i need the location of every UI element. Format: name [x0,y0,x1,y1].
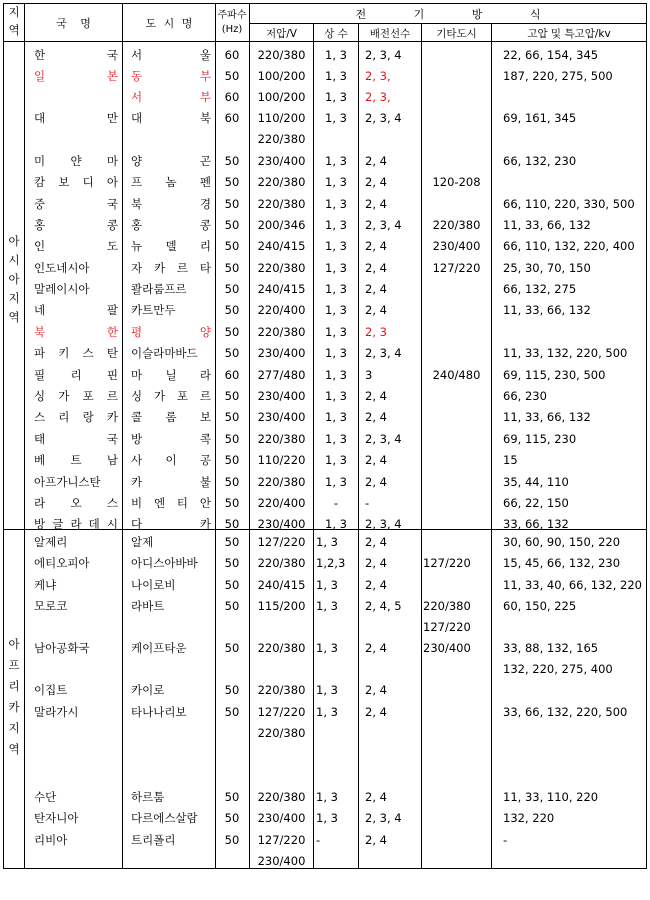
phase-value: 1, 3 [325,453,347,467]
country-name: 한 국 [34,48,118,62]
frequency-value: 50 [224,811,240,825]
low-voltage-value: 220/400 [257,303,306,317]
wires-value: 2, 3, 4 [365,346,402,360]
header-frequency-unit: (Hz) [221,24,243,35]
low-voltage-value: 220/380 [257,641,306,655]
wires-value: 2, 4 [365,578,387,592]
wires-value: 2, 4 [365,683,387,697]
country-name: 싱 가 포 르 [34,389,118,403]
other-cities-value: 220/380 [432,218,481,232]
phase-value: 1, 3 [325,48,347,62]
country-name: 남아공화국 [34,641,90,655]
wires-value: 2, 4 [365,556,387,570]
city-name: 트리폴리 [131,833,176,847]
header-city: 도 시 명 [145,17,193,30]
wires-value: 2, 3, 4 [365,111,402,125]
country-name: 방 글 라 데 시 [34,517,118,531]
wires-value: 2, 3, [365,69,391,83]
country-name: 아프가니스탄 [34,475,101,489]
frequency-value: 50 [224,641,240,655]
high-voltage-value: - [503,833,508,847]
frequency-value: 50 [224,175,240,189]
city-name: 싱 가 포 르 [131,389,211,403]
wires-value: 3 [365,368,373,382]
low-voltage-value: 127/220 [257,833,306,847]
high-voltage-value: 11, 33, 40, 66, 132, 220 [503,578,642,592]
country-name: 알제리 [34,535,68,549]
high-voltage-value: 66, 132, 230 [503,154,577,168]
wires-value: 2, 4 [365,833,387,847]
city-name: 하르툼 [131,790,165,804]
low-voltage-value: 220/380 [257,197,306,211]
phase-value: 1, 3 [316,641,338,655]
country-name: 리비아 [34,833,68,847]
city-name: 카 불 [131,475,211,489]
country-name: 탄자니아 [34,811,79,825]
high-voltage-value: 69, 115, 230, 500 [503,368,606,382]
other-cities-value: 230/400 [432,239,481,253]
phase-value: 1, 3 [325,368,347,382]
country-name: 홍 콩 [34,218,118,232]
phase-value: 1, 3 [316,599,338,613]
high-voltage-value: 187, 220, 275, 500 [503,69,613,83]
low-voltage-value: 220/400 [257,496,306,510]
country-name: 중 국 [34,197,118,211]
phase-value: 1, 3 [325,475,347,489]
header-region: 지역 [8,5,20,37]
frequency-value: 50 [224,475,240,489]
phase-value: 1, 3 [325,261,347,275]
low-voltage-value: 220/380 [257,556,306,570]
frequency-value: 50 [224,154,240,168]
wires-value: 2, 3, 4 [365,218,402,232]
low-voltage-value: 220/380 [257,726,306,740]
grid-line [421,23,422,869]
frequency-value: 50 [224,683,240,697]
grid-line [3,868,647,869]
low-voltage-value: 220/380 [257,325,306,339]
wires-value: 2, 4 [365,790,387,804]
frequency-value: 50 [224,69,240,83]
other-cities-value: 230/400 [423,641,471,655]
city-name: 카이로 [131,683,165,697]
high-voltage-value: 66, 110, 220, 330, 500 [503,197,635,211]
high-voltage-value: 35, 44, 110 [503,475,569,489]
header-frequency: 주파수 [217,10,247,21]
phase-value: 1, 3 [316,790,338,804]
frequency-value: 50 [224,599,240,613]
wires-value: 2, 4 [365,175,387,189]
grid-line [313,23,314,869]
frequency-value: 60 [224,48,240,62]
other-cities-value: 127/220 [432,261,481,275]
wires-value: 2, 4 [365,303,387,317]
frequency-value: 50 [224,556,240,570]
grid-line [491,23,492,869]
high-voltage-value: 30, 60, 90, 150, 220 [503,535,621,549]
other-cities-value: 220/380 [423,599,471,613]
wires-value: 2, 4 [365,475,387,489]
phase-value: 1, 3 [325,111,347,125]
low-voltage-value: 220/380 [257,132,306,146]
country-name: 말레이시아 [34,282,90,296]
frequency-value: 50 [224,325,240,339]
wires-value: 2, 3, 4 [365,432,402,446]
phase-value: 1, 3 [325,517,347,531]
high-voltage-value: 132, 220, 275, 400 [503,662,613,676]
other-cities-value: 240/480 [432,368,481,382]
frequency-value: 50 [224,517,240,531]
high-voltage-value: 69, 115, 230 [503,432,577,446]
frequency-value: 50 [224,239,240,253]
grid-line [122,3,123,869]
country-name: 대 만 [34,111,118,125]
city-name: 나이로비 [131,578,176,592]
frequency-value: 50 [224,453,240,467]
phase-value: 1, 3 [316,535,338,549]
country-name: 말라가시 [34,705,79,719]
frequency-value: 50 [224,705,240,719]
phase-value: 1, 3 [325,325,347,339]
wires-value: 2, 4, 5 [365,599,402,613]
grid-line [358,23,359,869]
wires-value: 2, 3, 4 [365,811,402,825]
grid-line [646,3,647,869]
low-voltage-value: 230/400 [257,346,306,360]
wires-value: 2, 3, 4 [365,517,402,531]
wires-value: 2, 4 [365,641,387,655]
grid-line [3,41,647,42]
other-cities-value: 127/220 [423,620,471,634]
frequency-value: 50 [224,261,240,275]
frequency-value: 50 [224,578,240,592]
high-voltage-value: 33, 88, 132, 165 [503,641,599,655]
frequency-value: 50 [224,496,240,510]
low-voltage-value: 240/415 [257,239,306,253]
city-name: 대 북 [131,111,211,125]
country-name: 캄 보 디 아 [34,175,118,189]
high-voltage-value: 66, 22, 150 [503,496,569,510]
phase-value: 1, 3 [325,175,347,189]
phase-value: 1, 3 [325,197,347,211]
phase-value: 1, 3 [325,389,347,403]
low-voltage-value: 220/380 [257,48,306,62]
phase-value: 1, 3 [325,154,347,168]
low-voltage-value: 220/380 [257,432,306,446]
phase-value: 1, 3 [325,69,347,83]
phase-value: - [333,496,339,510]
low-voltage-value: 240/415 [257,282,306,296]
low-voltage-value: 115/200 [257,599,306,613]
country-name: 에티오피아 [34,556,90,570]
low-voltage-value: 220/380 [257,683,306,697]
high-voltage-value: 22, 66, 154, 345 [503,48,599,62]
low-voltage-value: 230/400 [257,811,306,825]
country-name: 수단 [34,790,57,804]
frequency-value: 50 [224,833,240,847]
phase-value: 1, 3 [316,811,338,825]
other-cities-value: 127/220 [423,556,471,570]
high-voltage-value: 25, 30, 70, 150 [503,261,591,275]
low-voltage-value: 230/400 [257,410,306,424]
high-voltage-value: 11, 33, 66, 132 [503,218,591,232]
phase-value: 1, 3 [325,239,347,253]
low-voltage-value: 200/346 [257,218,306,232]
low-voltage-value: 127/220 [257,705,306,719]
city-name: 다르에스살람 [131,811,198,825]
phase-value: 1, 3 [325,282,347,296]
city-name: 콜 롬 보 [131,410,211,424]
city-name: 평 양 [131,325,211,339]
city-name: 케이프타운 [131,641,187,655]
country-name: 이집트 [34,683,68,697]
wires-value: 2, 4 [365,154,387,168]
city-name: 프 놈 펜 [131,175,211,189]
high-voltage-value: 11, 33, 132, 220, 500 [503,346,628,360]
phase-value: 1, 3 [316,578,338,592]
country-name: 인도네시아 [34,261,90,275]
country-name: 인 도 [34,239,118,253]
region-label-africa: 아 프 리 카 지 역 [8,637,20,756]
city-name: 사 이 공 [131,453,211,467]
high-voltage-value: 11, 33, 110, 220 [503,790,599,804]
frequency-value: 50 [224,303,240,317]
low-voltage-value: 100/200 [257,90,306,104]
phase-value: 1, 3 [325,410,347,424]
phase-value: 1, 3 [325,90,347,104]
low-voltage-value: 110/220 [257,453,306,467]
high-voltage-value: 60, 150, 225 [503,599,577,613]
country-name: 일 본 [34,69,118,83]
low-voltage-value: 220/380 [257,475,306,489]
city-name: 비 엔 티 안 [131,496,211,510]
low-voltage-value: 230/400 [257,154,306,168]
country-name: 태 국 [34,432,118,446]
phase-value: 1, 3 [325,346,347,360]
wires-value: 2, 4 [365,261,387,275]
wires-value: 2, 3, [365,90,391,104]
city-name: 아디스아바바 [131,556,198,570]
wires-value: 2, 4 [365,282,387,296]
city-name: 이슬라마바드 [131,346,198,360]
frequency-value: 50 [224,535,240,549]
city-name: 동 부 [131,69,211,83]
region-label-asia: 아 시 아 지 역 [8,234,20,324]
low-voltage-value: 230/400 [257,854,306,868]
high-voltage-value: 66, 110, 132, 220, 400 [503,239,635,253]
grid-line [3,3,647,4]
city-name: 콸라룸프르 [131,282,187,296]
city-name: 다 카 [131,517,211,531]
city-name: 뉴 델 리 [131,239,211,253]
high-voltage-value: 11, 33, 66, 132 [503,303,591,317]
frequency-value: 50 [224,389,240,403]
phase-value: - [316,833,321,847]
wires-value: 2, 4 [365,453,387,467]
high-voltage-value: 33, 66, 132 [503,517,569,531]
wires-value: 2, 4 [365,239,387,253]
high-voltage-value: 15 [503,453,518,467]
wires-value: 2, 4 [365,410,387,424]
header-wires: 배전선수 [369,28,411,40]
low-voltage-value: 110/200 [257,111,306,125]
low-voltage-value: 240/415 [257,578,306,592]
low-voltage-value: 220/380 [257,175,306,189]
low-voltage-value: 220/380 [257,261,306,275]
header-phase: 상 수 [324,28,348,40]
phase-value: 1, 3 [316,683,338,697]
country-name: 필 리 핀 [34,368,118,382]
phase-value: 1, 3 [325,432,347,446]
header-other-cities: 기타도시 [436,28,477,40]
phase-value: 1,2,3 [316,556,346,570]
low-voltage-value: 220/380 [257,790,306,804]
frequency-value: 50 [224,790,240,804]
city-name: 북 경 [131,197,211,211]
high-voltage-value: 69, 161, 345 [503,111,577,125]
frequency-value: 50 [224,432,240,446]
city-name: 마 닐 라 [131,368,211,382]
wires-value: 2, 4 [365,705,387,719]
high-voltage-value: 11, 33, 66, 132 [503,410,591,424]
header-electric-system: 전 기 방 식 [355,8,541,21]
city-name: 홍 콩 [131,218,211,232]
frequency-value: 50 [224,282,240,296]
frequency-value: 60 [224,111,240,125]
country-name: 모로코 [34,599,68,613]
country-name: 라 오 스 [34,496,118,510]
city-name: 라바트 [131,599,165,613]
country-name: 베 트 남 [34,453,118,467]
country-name: 북 한 [34,325,118,339]
frequency-value: 50 [224,346,240,360]
phase-value: 1, 3 [316,705,338,719]
wires-value: 2, 4 [365,535,387,549]
city-name: 자 카 르 타 [131,261,211,275]
high-voltage-value: 132, 220 [503,811,555,825]
low-voltage-value: 230/400 [257,517,306,531]
city-name: 서 울 [131,48,211,62]
wires-value: 2, 3 [365,325,387,339]
header-high-voltage: 고압 및 특고압/kv [527,28,611,40]
high-voltage-value: 66, 230 [503,389,547,403]
city-name: 알제 [131,535,154,549]
electric-system-table [3,3,647,869]
wires-value: 2, 4 [365,197,387,211]
country-name: 스 리 랑 카 [34,410,118,424]
grid-line [3,3,4,869]
low-voltage-value: 100/200 [257,69,306,83]
wires-value: - [365,496,370,510]
low-voltage-value: 277/480 [257,368,306,382]
city-name: 타나나리보 [131,705,187,719]
country-name: 미 얀 마 [34,154,118,168]
high-voltage-value: 33, 66, 132, 220, 500 [503,705,628,719]
high-voltage-value: 15, 45, 66, 132, 230 [503,556,621,570]
city-name: 양 곤 [131,154,211,168]
wires-value: 2, 3, 4 [365,48,402,62]
phase-value: 1, 3 [325,303,347,317]
other-cities-value: 120-208 [432,175,481,189]
grid-line [249,23,647,24]
city-name: 카트만두 [131,303,176,317]
phase-value: 1, 3 [325,218,347,232]
country-name: 케냐 [34,578,57,592]
header-low-voltage: 저압/V [265,28,297,40]
wires-value: 2, 4 [365,389,387,403]
frequency-value: 60 [224,90,240,104]
frequency-value: 60 [224,368,240,382]
low-voltage-value: 230/400 [257,389,306,403]
country-name: 네 팔 [34,303,118,317]
grid-line [24,3,25,869]
header-country: 국 명 [56,17,91,30]
city-name: 서 부 [131,90,211,104]
city-name: 방 콕 [131,432,211,446]
frequency-value: 50 [224,218,240,232]
high-voltage-value: 66, 132, 275 [503,282,577,296]
frequency-value: 50 [224,197,240,211]
country-name: 파 키 스 탄 [34,346,118,360]
frequency-value: 50 [224,410,240,424]
low-voltage-value: 127/220 [257,535,306,549]
